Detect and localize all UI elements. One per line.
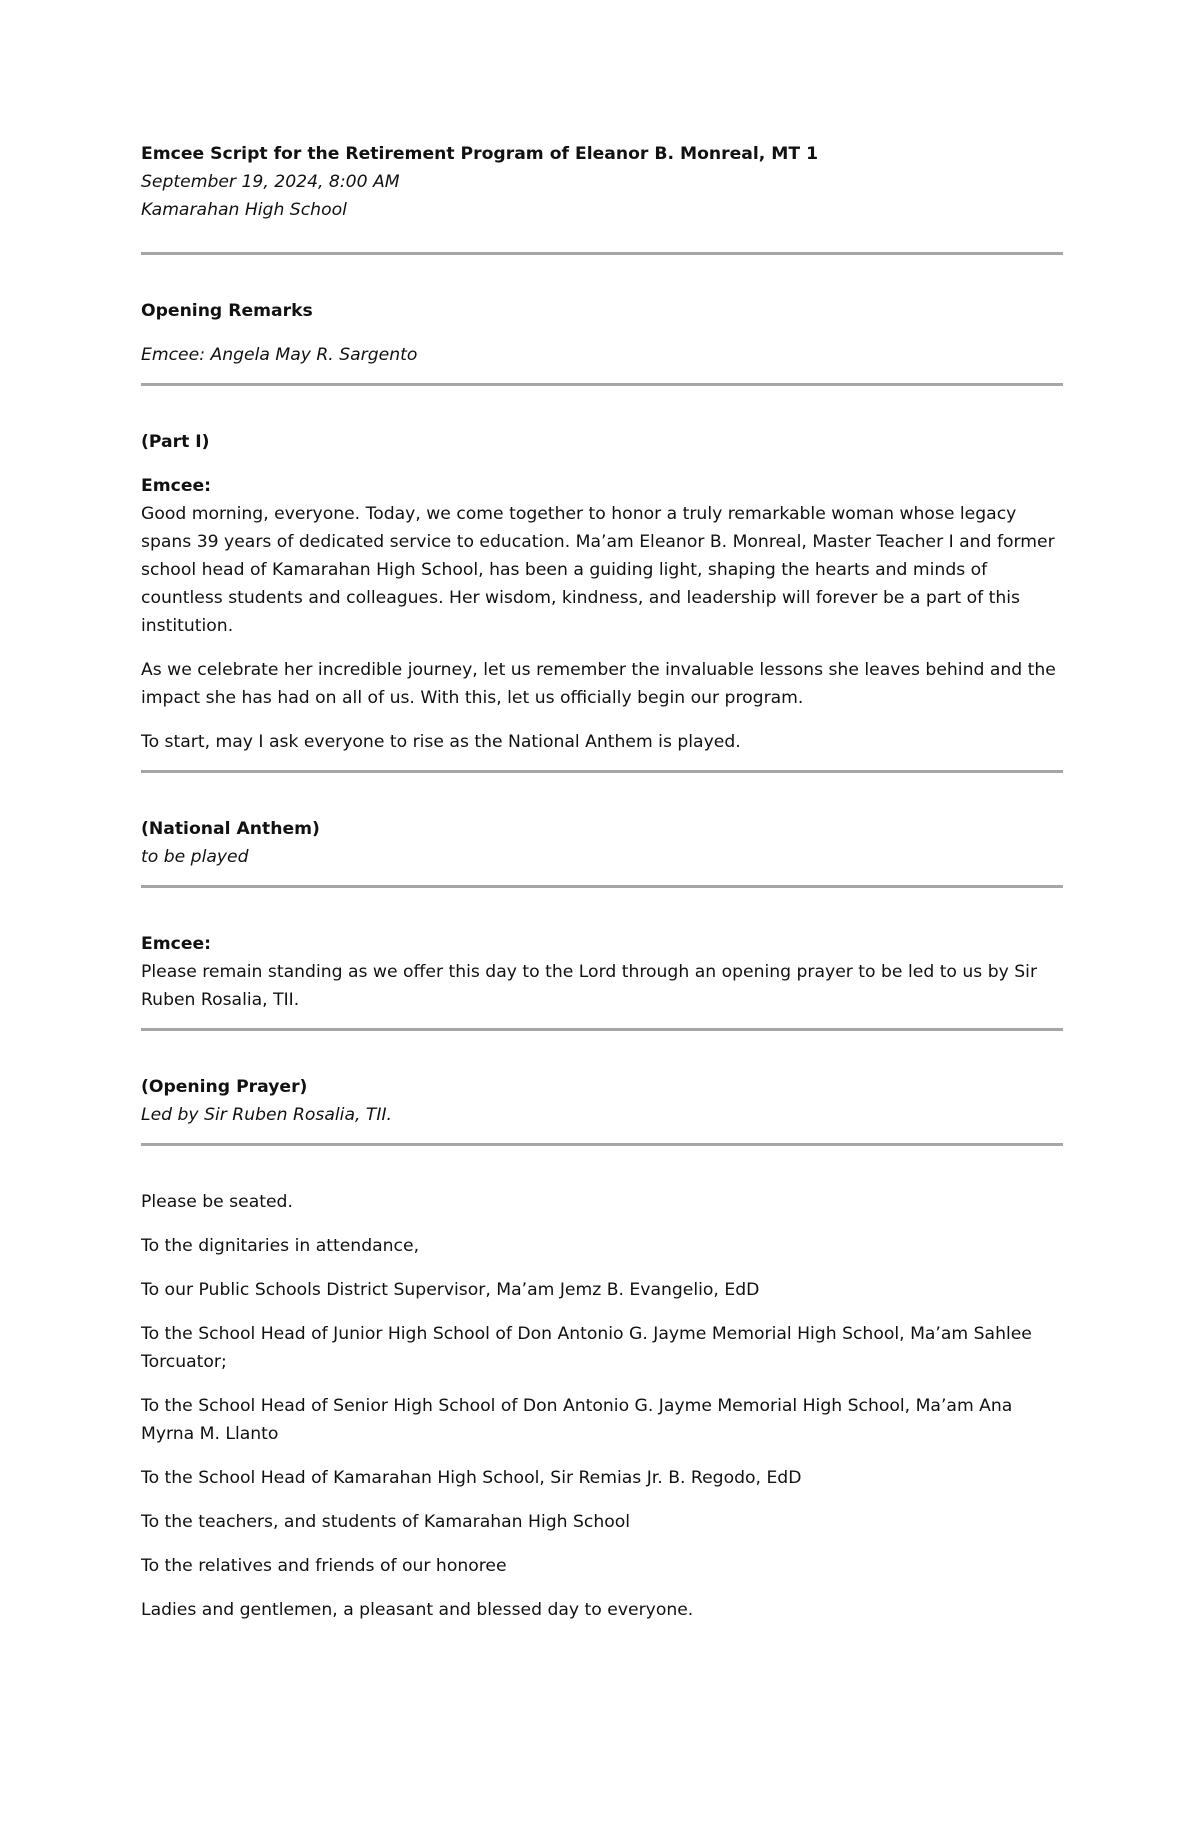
section-divider <box>141 770 1063 773</box>
anthem-heading: (National Anthem) <box>141 819 320 839</box>
greeting-line: To the School Head of Kamarahan High School, Sir Remias Jr. B. Regodo, EdD <box>141 1468 802 1488</box>
opening-emcee: Emcee: Angela May R. Sargento <box>141 345 418 365</box>
part1-paragraph: As we celebrate her incredible journey, let us remember the invaluable lessons she leaves behind and the impact she has had on all of us. With this, let us officially begin our program. <box>141 660 1056 708</box>
section-divider <box>141 1143 1063 1146</box>
anthem-note: to be played <box>141 847 249 867</box>
section-divider <box>141 885 1063 888</box>
opening-heading: Opening Remarks <box>141 301 313 321</box>
greeting-line: To the relatives and friends of our honoree <box>141 1556 507 1576</box>
greeting-line: To the School Head of Senior High School of Don Antonio G. Jayme Memorial High School, Ma’am Ana Myrna M. Llanto <box>141 1396 1013 1444</box>
section-divider <box>141 383 1063 386</box>
prayer-note: Led by Sir Ruben Rosalia, TII. <box>141 1105 393 1125</box>
part1-paragraph: To start, may I ask everyone to rise as the National Anthem is played. <box>141 732 741 752</box>
part1-paragraph: Good morning, everyone. Today, we come together to honor a truly remarkable woman whose legacy spans 39 years of dedicated service to education. Ma’am Eleanor B. Monreal, Master Teacher I and former school head of Kamarahan High School, has been a guiding light, shaping the hearts and minds of countless students and colleagues. Her wisdom, kindness, and leadership will forever be a part of this institution. <box>141 504 1055 636</box>
part1-speaker: Emcee: <box>141 476 212 496</box>
event-venue: Kamarahan High School <box>141 200 347 220</box>
emcee2-speaker: Emcee: <box>141 934 212 954</box>
document-body <box>141 140 1063 1624</box>
part1-heading: (Part I) <box>141 432 210 452</box>
greeting-line: To the School Head of Junior High School of Don Antonio G. Jayme Memorial High School, Ma’am Sahlee Torcuator; <box>141 1324 1032 1372</box>
greeting-line: Please be seated. <box>141 1192 293 1212</box>
section-divider <box>141 1028 1063 1031</box>
section-divider <box>141 252 1063 255</box>
document-title: Emcee Script for the Retirement Program of Eleanor B. Monreal, MT 1 <box>141 144 819 164</box>
prayer-heading: (Opening Prayer) <box>141 1077 308 1097</box>
greeting-line: To the teachers, and students of Kamarahan High School <box>141 1512 631 1532</box>
greeting-line: Ladies and gentlemen, a pleasant and blessed day to everyone. <box>141 1600 694 1620</box>
greeting-line: To our Public Schools District Supervisor, Ma’am Jemz B. Evangelio, EdD <box>141 1280 760 1300</box>
emcee2-text: Please remain standing as we offer this day to the Lord through an opening prayer to be led to us by Sir Ruben Rosalia, TII. <box>141 962 1038 1010</box>
greeting-line: To the dignitaries in attendance, <box>141 1236 420 1256</box>
event-date: September 19, 2024, 8:00 AM <box>141 172 400 192</box>
